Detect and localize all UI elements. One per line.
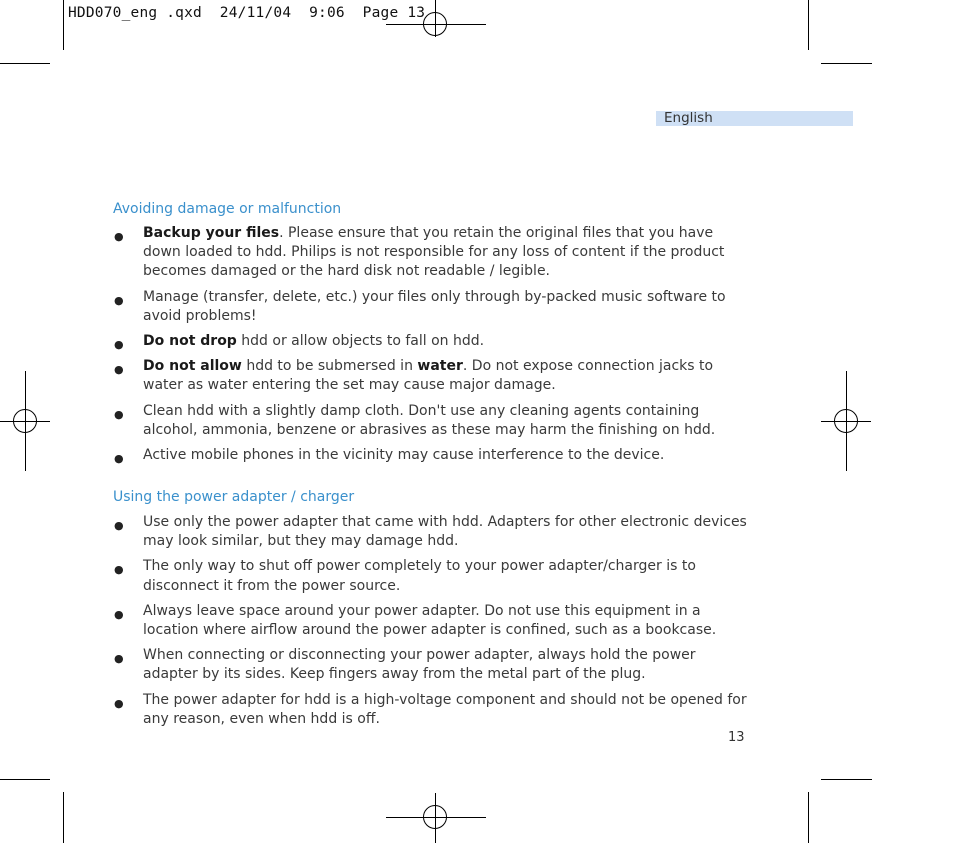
- crop-mark-top-left-v: [63, 0, 64, 50]
- language-tab-label: English: [664, 110, 713, 126]
- list-item: [113, 513, 753, 551]
- page-number: 13: [728, 730, 745, 745]
- crop-mark-top-right-h: [821, 63, 872, 64]
- list-item: [113, 446, 753, 465]
- item-text: The only way to shut off power completely to your power adapter/charger is to disconnect it from the power source.: [143, 558, 696, 594]
- crop-mark-bottom-left-h: [0, 779, 50, 780]
- item-text: Active mobile phones in the vicinity may cause interference to the device.: [143, 447, 665, 464]
- list-item: [113, 602, 753, 640]
- bullet-icon: ●: [114, 696, 124, 710]
- bullet-icon: ●: [114, 407, 124, 421]
- section-title-avoiding-damage: Avoiding damage or malfunction: [113, 201, 342, 217]
- bullet-icon: ●: [114, 652, 124, 666]
- crop-mark-bottom-left-v: [63, 792, 64, 843]
- bullet-icon: ●: [114, 293, 124, 307]
- list-item: [113, 332, 753, 351]
- list-item: [113, 557, 753, 595]
- bullet-icon: ●: [114, 519, 124, 532]
- print-slug: HDD070_eng .qxd 24/11/04 9:06 Page 13: [68, 5, 426, 21]
- item-text: hdd or allow objects to fall on hdd.: [236, 333, 485, 350]
- item-text: Clean hdd with a slightly damp cloth. Don't use any cleaning agents containing alcohol, ammonia, benzene or abrasives as these may harm the finishing on hdd.: [143, 402, 716, 438]
- item-text: hdd to be submersed in: [241, 358, 418, 375]
- crop-mark-bottom-right-v: [808, 792, 809, 843]
- registration-circle: [423, 12, 447, 36]
- bullet-list-power-adapter: [113, 513, 753, 729]
- item-text: When connecting or disconnecting your power adapter, always hold the power adapter by its sides. Keep fingers away from the metal part of the plug.: [143, 647, 696, 683]
- bullet-icon: ●: [114, 230, 124, 243]
- bullet-icon: ●: [114, 338, 124, 352]
- bullet-list-avoiding-damage: [113, 224, 753, 465]
- emphasis-text: Do not drop: [143, 333, 237, 350]
- list-item: [113, 288, 753, 326]
- list-item: [113, 357, 753, 395]
- list-item: [113, 691, 753, 729]
- item-text: . Please ensure that you retain the original files that you have down loaded to hdd. Philips is not responsible for any loss of content if the product becomes damaged or the hard disk not readable / legible.: [143, 225, 725, 280]
- emphasis-text: Do not allow: [143, 358, 242, 375]
- list-item: [113, 224, 753, 282]
- item-text: Manage (transfer, delete, etc.) your files only through by-packed music software to avoid problems!: [143, 288, 726, 324]
- list-item: [113, 402, 753, 440]
- bullet-icon: ●: [114, 363, 124, 377]
- crop-mark-top-left-h: [0, 63, 50, 64]
- item-text: Use only the power adapter that came with hdd. Adapters for other electronic devices may look similar, but they may damage hdd.: [143, 514, 747, 550]
- bullet-icon: ●: [114, 563, 124, 577]
- bullet-icon: ●: [114, 607, 124, 621]
- item-text: Always leave space around your power adapter. Do not use this equipment in a location where airflow around the power adapter is confined, such as a bookcase.: [143, 602, 717, 639]
- registration-circle: [834, 409, 858, 433]
- crop-mark-top-right-v: [808, 0, 809, 50]
- list-item: [113, 646, 753, 684]
- registration-circle: [13, 409, 37, 433]
- section-title-power-adapter: Using the power adapter / charger: [113, 489, 355, 505]
- crop-mark-bottom-right-h: [821, 779, 872, 780]
- item-text: . Do not expose connection jacks to water as water entering the set may cause major damage.: [143, 358, 714, 394]
- emphasis-text: water: [417, 358, 463, 375]
- bullet-icon: ●: [114, 452, 124, 466]
- emphasis-text: Backup your files: [143, 225, 280, 241]
- registration-circle: [423, 805, 447, 829]
- item-text: The power adapter for hdd is a high-voltage component and should not be opened for any reason, even when hdd is off.: [143, 691, 747, 727]
